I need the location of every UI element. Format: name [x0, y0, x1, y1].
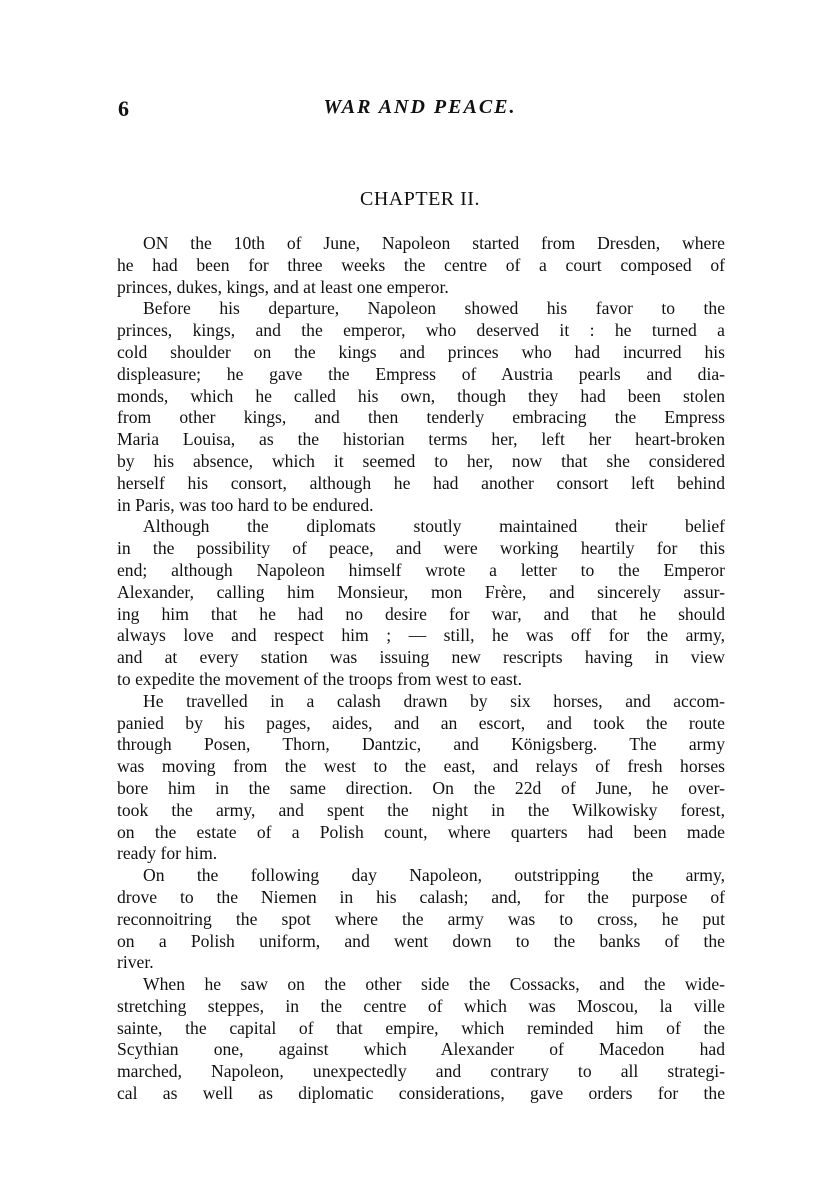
text-line: cal as well as diplomatic considerations, gave orders for the	[117, 1083, 725, 1104]
page-number: 6	[118, 96, 129, 121]
text-line: river.	[117, 952, 154, 973]
text-line: When he saw on the other side the Cossacks, and the wide-	[143, 974, 725, 995]
text-line: On the following day Napoleon, outstripping the army,	[143, 865, 725, 886]
text-line: on the estate of a Polish count, where quarters had been made	[117, 821, 725, 842]
text-line: marched, Napoleon, unexpectedly and contrary to all strategi-	[117, 1061, 725, 1082]
text-line: on a Polish uniform, and went down to the banks of the	[117, 930, 725, 951]
text-line: monds, which he called his own, though they had been stolen	[117, 385, 725, 406]
text-line: took the army, and spent the night in the Wilkowisky forest,	[117, 799, 725, 820]
text-line: Scythian one, against which Alexander of Macedon had	[117, 1039, 725, 1060]
text-line: displeasure; he gave the Empress of Austria pearls and dia-	[117, 363, 725, 384]
text-line: by his absence, which it seemed to her, now that she considered	[117, 450, 725, 471]
text-line: reconnoitring the spot where the army was to cross, he put	[117, 908, 725, 929]
text-line: from other kings, and then tenderly embracing the Empress	[117, 407, 725, 428]
chapter-title: CHAPTER II.	[360, 188, 480, 210]
text-line: he had been for three weeks the centre of a court composed of	[117, 254, 725, 275]
text-line: in the possibility of peace, and were working heartily for this	[117, 538, 725, 559]
body-text	[117, 233, 725, 1105]
text-line: herself his consort, although he had another consort left behind	[117, 472, 725, 493]
text-line: sainte, the capital of that empire, which reminded him of the	[117, 1017, 725, 1038]
text-line: drove to the Niemen in his calash; and, for the purpose of	[117, 886, 725, 907]
text-line: Although the diplomats stoutly maintained their belief	[143, 516, 725, 537]
text-line: cold shoulder on the kings and princes who had incurred his	[117, 341, 725, 362]
text-line: Maria Louisa, as the historian terms her, left her heart-broken	[117, 429, 725, 450]
text-line: He travelled in a calash drawn by six horses, and accom-	[143, 690, 725, 711]
text-line: end; although Napoleon himself wrote a letter to the Emperor	[117, 559, 725, 580]
text-line: bore him in the same direction. On the 22d of June, he over-	[117, 777, 725, 798]
text-line: ON the 10th of June, Napoleon started from Dresden, where	[143, 233, 725, 253]
text-line: princes, dukes, kings, and at least one emperor.	[117, 276, 449, 297]
text-line: ing him that he had no desire for war, and that he should	[117, 603, 725, 624]
running-title: WAR AND PEACE.	[323, 96, 517, 118]
text-line: in Paris, was too hard to be endured.	[117, 494, 374, 515]
text-line: and at every station was issuing new rescripts having in view	[117, 647, 725, 668]
text-line: princes, kings, and the emperor, who deserved it : he turned a	[117, 320, 725, 341]
text-line: panied by his pages, aides, and an escort, and took the route	[117, 712, 725, 733]
text-line: was moving from the west to the east, and relays of fresh horses	[117, 756, 725, 777]
text-line: ready for him.	[117, 843, 218, 864]
text-line: Alexander, calling him Monsieur, mon Frère, and sincerely assur-	[117, 581, 725, 602]
text-line: stretching steppes, in the centre of which was Moscou, la ville	[117, 995, 725, 1016]
text-line: Before his departure, Napoleon showed his favor to the	[143, 298, 725, 319]
page-header	[0, 96, 840, 126]
text-line: always love and respect him ; — still, he was off for the army,	[117, 625, 725, 646]
text-line: through Posen, Thorn, Dantzic, and Königsberg. The army	[117, 734, 725, 755]
text-line: to expedite the movement of the troops from west to east.	[117, 668, 523, 689]
